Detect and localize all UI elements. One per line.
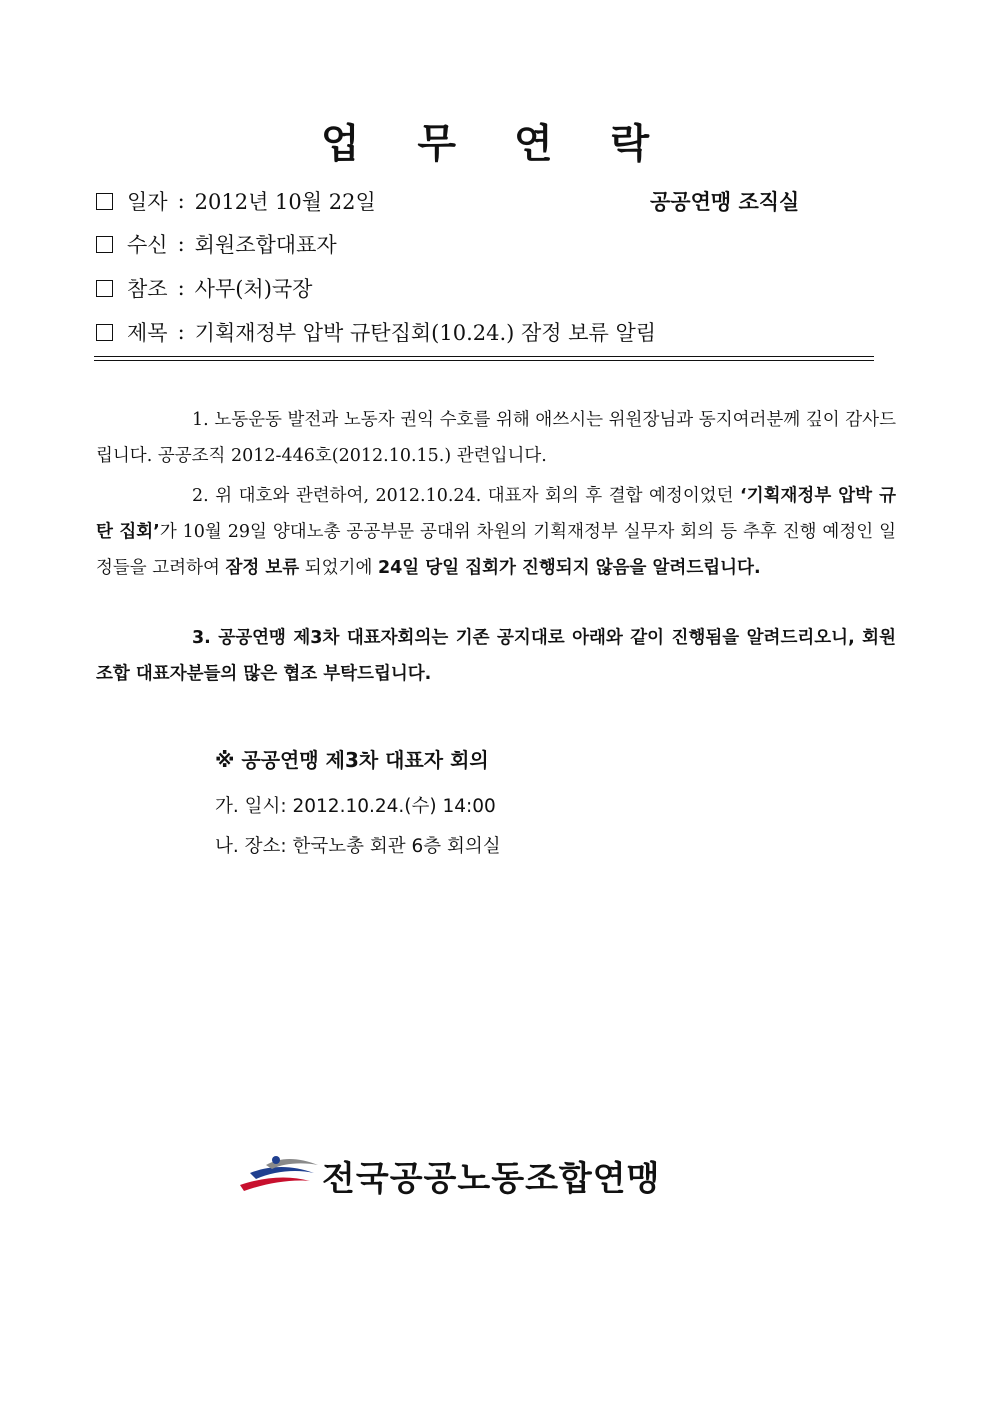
reference-colon: : bbox=[177, 276, 185, 300]
meeting-datetime: 가. 일시: 2012.10.24.(수) 14:00 bbox=[215, 796, 496, 817]
paragraph-2-text-1: 2. 위 대호와 관련하여, 2012.10.24. 대표자 회의 후 결합 예정이었던 bbox=[192, 486, 741, 506]
federation-name: 전국공공노동조합연맹 bbox=[322, 1158, 661, 1199]
header-recipient-row bbox=[96, 229, 337, 259]
meeting-notice-title: ※ 공공연맹 제3차 대표자 회의 bbox=[215, 748, 489, 772]
meeting-location: 나. 장소: 한국노총 회관 6층 회의실 bbox=[215, 836, 501, 857]
recipient-colon: : bbox=[177, 232, 185, 256]
date-value: 2012년 10월 22일 bbox=[194, 190, 376, 214]
paragraph-2-bold-2: 잠정 보류 bbox=[225, 558, 300, 578]
subject-label: 제목 bbox=[127, 321, 168, 345]
paragraph-2-text-3: 되었기에 bbox=[299, 558, 378, 578]
checkbox-icon bbox=[96, 280, 113, 297]
checkbox-icon bbox=[96, 324, 113, 341]
subject-colon: : bbox=[177, 320, 185, 344]
reference-label: 참조 bbox=[127, 277, 168, 301]
header-divider-bottom bbox=[94, 360, 874, 361]
paragraph-2-bold-3: 24일 당일 집회가 진행되지 않음을 알려드립니다. bbox=[377, 558, 761, 578]
paragraph-2-text-2: 가 10월 29일 양대노총 공공부문 공대위 차원의 기획재정부 실무자 회의 등 추후 진행 예정인 일정들을 고려하여 bbox=[96, 522, 896, 578]
header-subject-row bbox=[96, 317, 656, 347]
paragraph-3: 3. 공공연맹 제3차 대표자회의는 기존 공지대로 아래와 같이 진행됨을 알려드리오니, 회원조합 대표자분들의 많은 협조 부탁드립니다. bbox=[96, 628, 896, 684]
subject-value: 기획재정부 압박 규탄집회(10.24.) 잠정 보류 알림 bbox=[194, 321, 657, 345]
reference-value: 사무(처)국장 bbox=[194, 277, 313, 301]
checkbox-icon bbox=[96, 193, 113, 210]
document-title: 업 무 연 락 bbox=[320, 120, 672, 167]
header-date-row bbox=[96, 186, 376, 216]
federation-emblem-icon bbox=[236, 1151, 328, 1199]
header-divider-top bbox=[94, 356, 874, 357]
recipient-label: 수신 bbox=[127, 233, 168, 257]
date-label: 일자 bbox=[127, 190, 168, 214]
checkbox-icon bbox=[96, 236, 113, 253]
recipient-value: 회원조합대표자 bbox=[194, 233, 337, 257]
federation-logo bbox=[236, 1150, 776, 1200]
header-reference-row bbox=[96, 273, 312, 303]
sender-org: 공공연맹 조직실 bbox=[650, 190, 800, 214]
date-colon: : bbox=[177, 189, 185, 213]
paragraph-2-bold-1: ‘기획재정부 압박 규탄 집회’ bbox=[96, 486, 896, 542]
paragraph-2 bbox=[96, 478, 896, 586]
paragraph-1: 1. 노동운동 발전과 노동자 권익 수호를 위해 애쓰시는 위원장님과 동지여러분께 깊이 감사드립니다. 공공조직 2012-446호(2012.10.15.) 관련입니다. bbox=[96, 410, 896, 466]
